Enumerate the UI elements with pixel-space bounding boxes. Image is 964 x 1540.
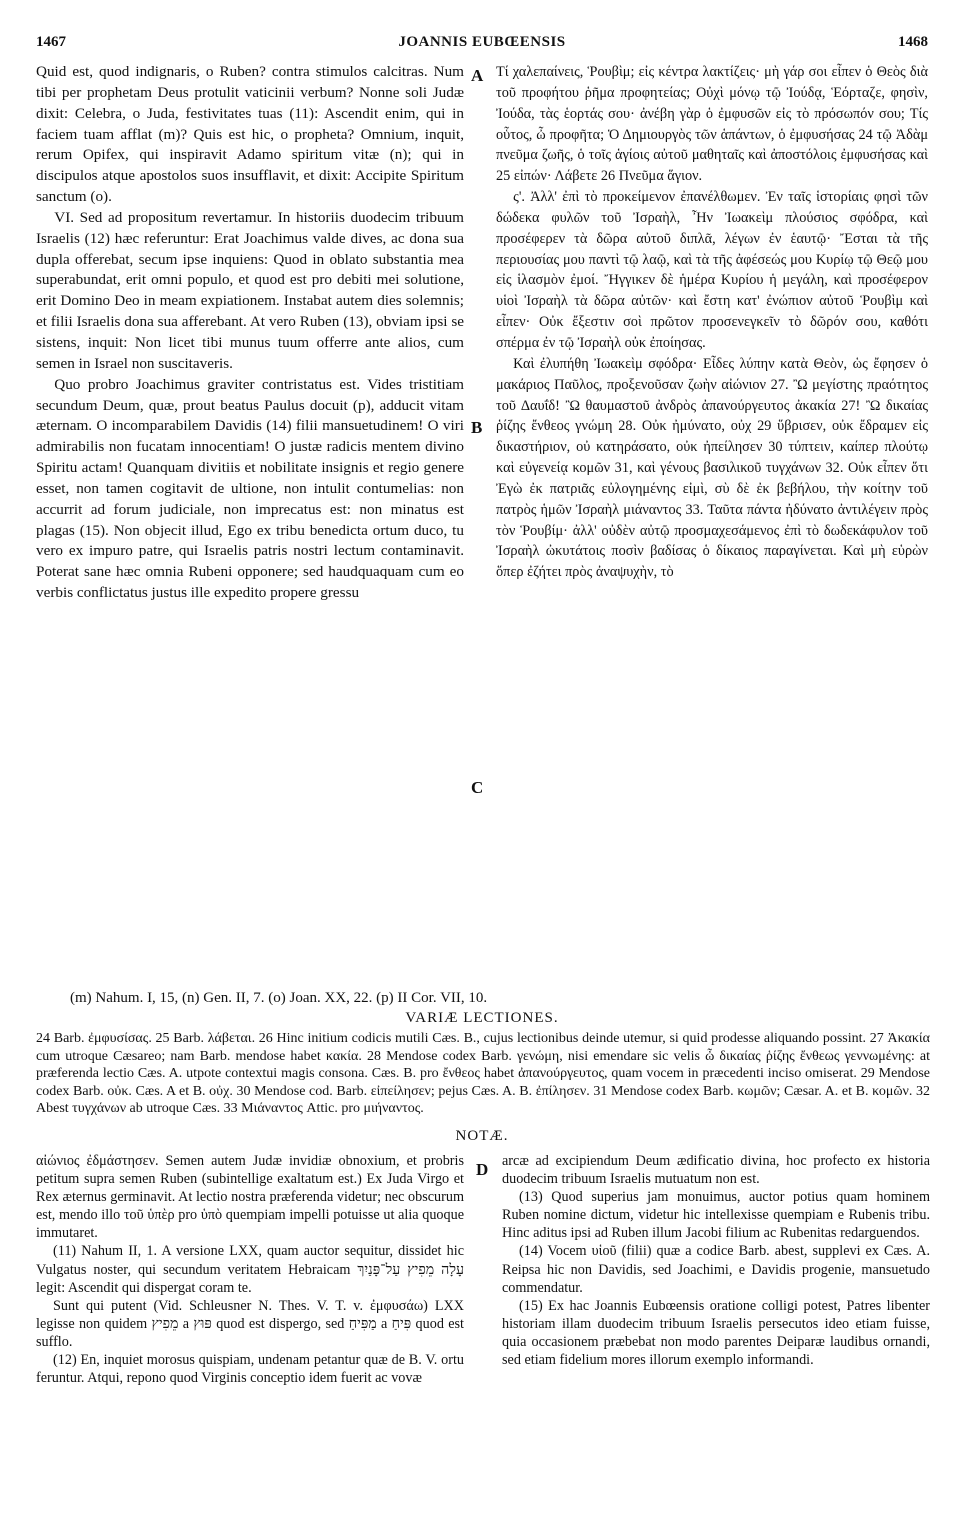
margin-marker-b: B [471,418,483,437]
variae-heading: VARIÆ LECTIONES. [405,1010,559,1026]
latin-paragraph: Quo probro Joachimus graviter contristatus est. Vides tristitiam secundum Deum, quæ, prout beatus Paulus docuit (p), adducit vitam æternam. O incomparabilem Davidis (14) filii mansuetudinem! O viri admirabilis non fucatam innocentiam! O justæ radicis mentem divino Spiritu actam! Quanquam divitiis et nobilitate insignis et regio genere esset, non tamen cogitavit de ultione, non intulit contumelias: non accurrit ad forum judiciale, non imprecatus est: non minatus est plagas (15). Non objecit illud, Ego ex tribu benedicta ortum duco, tu vero ex impuro patre, qui Israelis patris nostri lectum contaminavit. Poterat sane hæc omnia Rubeni opponere; sed haudquaquam cum eo verbis conflictatus justus ille expedito propere gressu [36,375,464,602]
note-paragraph: arcæ ad excipiendum Deum ædificatio divina, hoc profecto ex historia duodecim tribuum Israelis mutuatum non est. [502,1153,930,1188]
page-number-right: 1468 [898,34,928,50]
running-header [36,34,928,56]
scripture-references: (m) Nahum. I, 15, (n) Gen. II, 7. (o) Joan. XX, 22. (p) II Cor. VII, 10. [70,990,488,1006]
margin-marker-a: A [471,66,484,85]
margin-marker-d: D [476,1160,489,1179]
notes-right-column [502,1152,930,1369]
page-number-left: 1467 [36,34,66,50]
note-paragraph: αἰώνιος ἐδμάστησεν. Semen autem Judæ invidiæ obnoxium, et probris petitum supra semen Ruben (subintellige exaltatum est.) Ex Juda Virgo et Rex æternus germinavit. At lectio nostra præferenda videtur; nec obscurum est, mendo illo τοῦ ὑπὲρ pro ὑπὸ quempiam impelli potuisse ut alia quoque immutaret. [36,1153,464,1242]
latin-paragraph: VI. Sed ad propositum revertamur. In historiis duodecim tribuum Israelis (12) hæc referuntur: Erat Joachimus valde dives, ac dona sua dupla offerebat, secum ipse inquiens: Quod in oblato substantia mea superabundat, erit omni populo, et quod est pro debiti mei solutione, erit Domino Deo in meam expiationem. Instabat autem dies solemnis; et filii Israelis dona sua afferebant. At vero Ruben (13), obviam ipsi se sistens, inquit: Non licet tibi munus tuum offerre ante alios, cum semen in Israel non suscitaveris. [36,208,464,372]
latin-column [36,62,464,604]
greek-paragraph: ς'. Ἀλλ' ἐπὶ τὸ προκείμενον ἐπανέλθωμεν. Ἐν ταῖς ἱστορίαις φησὶ τῶν δώδεκα φυλῶν τοῦ Ἰσραὴλ, Ἦν Ἰωακεὶμ πλούσιος σφόδρα, καὶ προσέφερεν τὰ δῶρα αὐτοῦ διπλᾶ, λέγων ἐν ἑαυτῷ· Ἔσται τὰ τῆς περιουσίας μου παντὶ τῷ λαῷ, καὶ τὰ τῆς ἀφέσεώς μου Κυρίῳ τῷ Θεῷ μου εἰς ἱλασμὸν ἐμοί. Ἤγγικεν δὲ ἡμέρα Κυρίου ἡ μεγάλη, καὶ προσέφερον υἱοὶ Ἰσραὴλ τὰ δῶρα αὐτῶν· καὶ ἔστη κατ' ἐνώπιον αὐτοῦ Ῥουβὶμ καὶ εἶπεν· Οὐκ ἔξεστιν σοὶ πρῶτον προσενεγκεῖν τὸ δῶρόν σου, καθότι σπέρμα ἐν τῷ Ἰσραὴλ οὐκ ἐποίησας. [496,189,928,351]
note-paragraph: (14) Vocem υἱοῦ (filii) quæ a codice Barb. abest, supplevi ex Cæs. A. Reipsa hic non Davidis, sed Joachimi, e Davidis progenie, mansuetudo commendatur. [502,1243,930,1296]
notes-left-column [36,1152,464,1387]
greek-paragraph: Καὶ ἐλυπήθη Ἰωακεὶμ σφόδρα· Εἶδες λύπην κατὰ Θεὸν, ὡς ἔφησεν ὁ μακάριος Παῦλος, προξενοῦσαν ζωὴν αἰώνιον 27. Ὢ μεγίστης πραότητος τοῦ Δαυΐδ! Ὢ θαυμαστοῦ ἀνδρὸς ἀπανούργευτος ἀκακία 27! Ὢ δικαίας ῥίζης ἔνθεος γνώμη 28. Οὐκ ἠμύνατο, οὐχ 29 ὕβρισεν, οὐκ ἔδραμεν εἰς δικαστήριον, οὐ κατηράσατο, οὐκ ἠπείλησεν 30 τύπτειν, καίπερ πλούτῳ καὶ εὐγενείᾳ κομῶν 31, καὶ γένους βασιλικοῦ τυγχάνων 32. Οὐκ εἶπεν ὅτι Ἐγὼ ἐκ πατριᾶς εὐλογημένης εἰμὶ, σὺ δὲ ἐκ βεβήλου, τὴν κοίτην τοῦ πατρὸς ἡμῶν Ἰσραὴλ μιάναντος 33. Ταῦτα πάντα ἠδύνατο ἀντιλέγειν πρὸς τὸν Ῥουβίμ· ἀλλ' οὐδὲν αὐτῷ προσμαχεσάμενος ἐπὶ τὸ δωδεκάφυλον τοῦ Ἰσραὴλ ὠκυτάτοις ποσὶν βαδίσας ὁ δίκαιος παραγίνεται. Καὶ μὴ εὑρὼν ὅπερ ἐζήτει πρὸς ἀναψυχὴν, τὸ [496,355,928,581]
page-title: JOANNIS EUBŒENSIS [398,34,566,50]
note-paragraph: (13) Quod superius jam monuimus, auctor potius quam hominem Ruben nomine dictum, videtur hic intellexisse quempiam e Rubenis tribu. Hinc aditus ipsi ad Ruben illum Jacobi filium ac Rubenitas redarguendos. [502,1189,930,1242]
greek-paragraph: Τί χαλεπαίνεις, Ῥουβὶμ; εἰς κέντρα λακτίζεις· μὴ γάρ σοι εἶπεν ὁ Θεὸς διὰ τοῦ προφήτου ῥῆμα προφητείας; Οὐχὶ μόνῳ τῷ Ἰούδᾳ, Ἑόρταζε, φησὶν, Ἰούδα, τὰς ἑορτάς σου· ἀνέβη γὰρ ὁ ἐμφυσῶν εἰς τὸ πρόσωπόν σου; Τίς οὗτος, ὦ προφῆτα; Ὁ Δημιουργὸς τῶν ἁπάντων, ὁ ἐμφυσήσας 24 τῷ Ἀδὰμ πνεῦμα ζωῆς, ὁ τοῖς ἁγίοις αὐτοῦ μαθηταῖς καὶ ἀποστόλοις ἐμφυσήσας καὶ 25 εἰπών· Λάβετε 26 Πνεῦμα ἅγιον. [496,64,928,185]
latin-paragraph: Quid est, quod indignaris, o Ruben? contra stimulos calcitras. Num tibi per prophetam Deus protulit vaticinii verbum? Nonne soli Judæ dixit: Celebra, o Juda, festivitates tuas (11): Ascendit enim, qui in faciem tuam afflat (m)? Quis est hic, o propheta? Omnium, inquit, rerum Opifex, qui inspiravit Adamo spiritum vitæ (n); qui in discipulos atque apostolos suos insufflavit, et dixit: Accipite Spiritum sanctum (o). [36,63,464,206]
note-paragraph: (15) Ex hac Joannis Eubœensis oratione colligi potest, Patres libenter historiam illam duodecim tribuum Israelis persecutos ideo etiam fuisse, quia occasionem præbebat non modo parentes Deiparæ laudibus ornandi, sed etiam fidelium mores illorum exemplo informandi. [502,1297,930,1369]
note-paragraph: (12) En, inquiet morosus quispiam, undenam petantur quæ de B. V. ortu feruntur. Atqui, repono quod Virginis conceptio idem fuerit ac vovæ [36,1352,464,1387]
notae-heading: NOTÆ. [455,1128,509,1144]
note-paragraph: (11) Nahum II, 1. A versione LXX, quam auctor sequitur, dissidet hic Vulgatus noster, qui secundum veritatem Hebraicam עָלָה מֵפִיץ עַל־פָּנַיִךְ legit: Ascendit qui dispergat coram te. [36,1243,464,1296]
note-paragraph: Sunt qui putent (Vid. Schleusner N. Thes. V. T. v. ἐμφυσάω) LXX legisse non quidem מֵפִיץ a פּוּץ quod est dispergo, sed מַפִּיחַ a פִּיחַ quod est sufflo. [36,1297,464,1350]
greek-column [496,62,928,583]
variae-lectiones: 24 Barb. ἐμφυσίσας. 25 Barb. λάβεται. 26 Hinc initium codicis mutili Cæs. B., cujus lectionibus deinde utemur, si quid prodesse aliquando possint. 27 Ἀκακία cum utroque Cæsareo; nam Barb. mendose habet κακία. 28 Mendose codex Barb. γενώμη, nisi emendare sic velis ὦ δικαίας ῥίζης ἔνθεως γεννωμένης: at præferenda lectio Cæs. A. utpote contextui magis consona. Cæs. B. pro ἔνθεος habet ἀπανούργευτος, quam vocem in præcedenti inciso omiserat. 29 Mendose codex Barb. οὐκ. Cæs. A et B. οὐχ. 30 Mendose cod. Barb. εἰπείλησεν; pejus Cæs. A. B. ἐπίλησεν. 31 Mendose codex Barb. κωμῶν; Cæsar. A. et B. κομῶν. 32 Abest τυγχάνων ab utroque Cæs. 33 Μιάναντος Attic. pro μιήναντος. [36,1031,930,1117]
margin-marker-c: C [471,778,484,797]
